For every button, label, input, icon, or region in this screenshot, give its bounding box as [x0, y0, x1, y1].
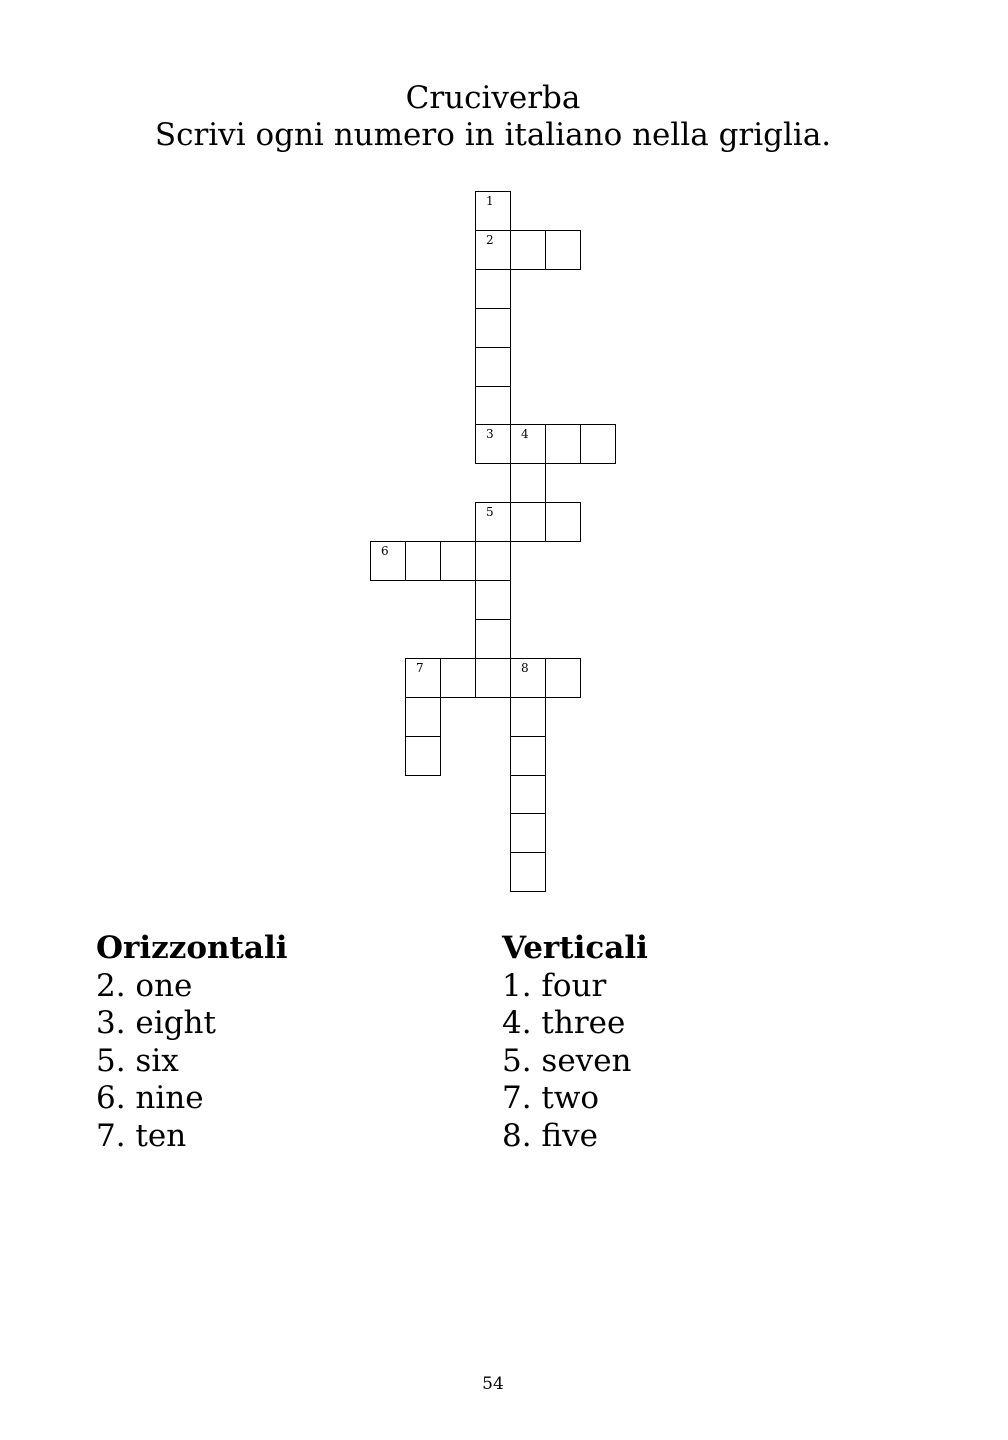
- grid-cell[interactable]: [510, 502, 546, 542]
- page-title: Cruciverba: [405, 80, 581, 116]
- grid-cell[interactable]: [510, 775, 546, 815]
- grid-cell[interactable]: [440, 541, 476, 581]
- grid-cell[interactable]: [580, 424, 616, 464]
- cell-number: 8: [521, 661, 529, 675]
- clue-down-item: 7. two: [502, 1080, 600, 1117]
- page-number: 54: [482, 1374, 504, 1394]
- cell-number: 4: [521, 427, 529, 441]
- clue-across-item: 5. six: [96, 1042, 179, 1079]
- cell-number: 7: [416, 661, 424, 675]
- grid-cell[interactable]: [545, 502, 581, 542]
- clue-down-item: 4. three: [502, 1005, 626, 1042]
- grid-cell[interactable]: [405, 541, 441, 581]
- grid-cell[interactable]: [475, 269, 511, 309]
- grid-cell[interactable]: [545, 230, 581, 270]
- grid-cell[interactable]: [475, 424, 511, 464]
- clues-across-heading: Orizzontali: [96, 930, 288, 966]
- grid-cell[interactable]: [510, 658, 546, 698]
- grid-cell[interactable]: [475, 347, 511, 387]
- grid-cell[interactable]: [510, 852, 546, 892]
- grid-cell[interactable]: [510, 736, 546, 776]
- grid-cell[interactable]: [440, 658, 476, 698]
- clue-down-item: 8. five: [502, 1117, 598, 1154]
- grid-cell[interactable]: [475, 658, 511, 698]
- grid-cell[interactable]: [370, 541, 406, 581]
- cell-number: 3: [486, 427, 494, 441]
- cell-number: 1: [486, 194, 494, 208]
- grid-cell[interactable]: [510, 230, 546, 270]
- grid-cell[interactable]: [510, 424, 546, 464]
- cell-number: 2: [486, 233, 494, 247]
- grid-cell[interactable]: [475, 230, 511, 270]
- clue-across-item: 6. nine: [96, 1080, 204, 1117]
- cell-number: 5: [486, 505, 494, 519]
- clues-across: [96, 928, 288, 1155]
- grid-cell[interactable]: [475, 308, 511, 348]
- clue-across-item: 7. ten: [96, 1117, 187, 1154]
- cell-number: 6: [381, 544, 389, 558]
- grid-cell[interactable]: [475, 502, 511, 542]
- grid-cell[interactable]: [475, 580, 511, 620]
- clues-down: [502, 928, 648, 1155]
- grid-cell[interactable]: [510, 463, 546, 503]
- grid-cell[interactable]: [405, 658, 441, 698]
- grid-cell[interactable]: [475, 619, 511, 659]
- grid-cell[interactable]: [510, 813, 546, 853]
- grid-cell[interactable]: [545, 424, 581, 464]
- grid-cell[interactable]: [475, 386, 511, 426]
- clues-down-heading: Verticali: [502, 930, 648, 966]
- clue-down-item: 5. seven: [502, 1042, 632, 1079]
- grid-cell[interactable]: [475, 541, 511, 581]
- clue-across-item: 3. eight: [96, 1005, 216, 1042]
- grid-cell[interactable]: [405, 736, 441, 776]
- clue-across-item: 2. one: [96, 968, 193, 1004]
- grid-cell[interactable]: [510, 697, 546, 737]
- grid-cell[interactable]: [475, 191, 511, 231]
- page-subtitle: Scrivi ogni numero in italiano nella griglia.: [154, 117, 832, 153]
- grid-cell[interactable]: [545, 658, 581, 698]
- clue-down-item: 1. four: [502, 968, 607, 1004]
- grid-cell[interactable]: [405, 697, 441, 737]
